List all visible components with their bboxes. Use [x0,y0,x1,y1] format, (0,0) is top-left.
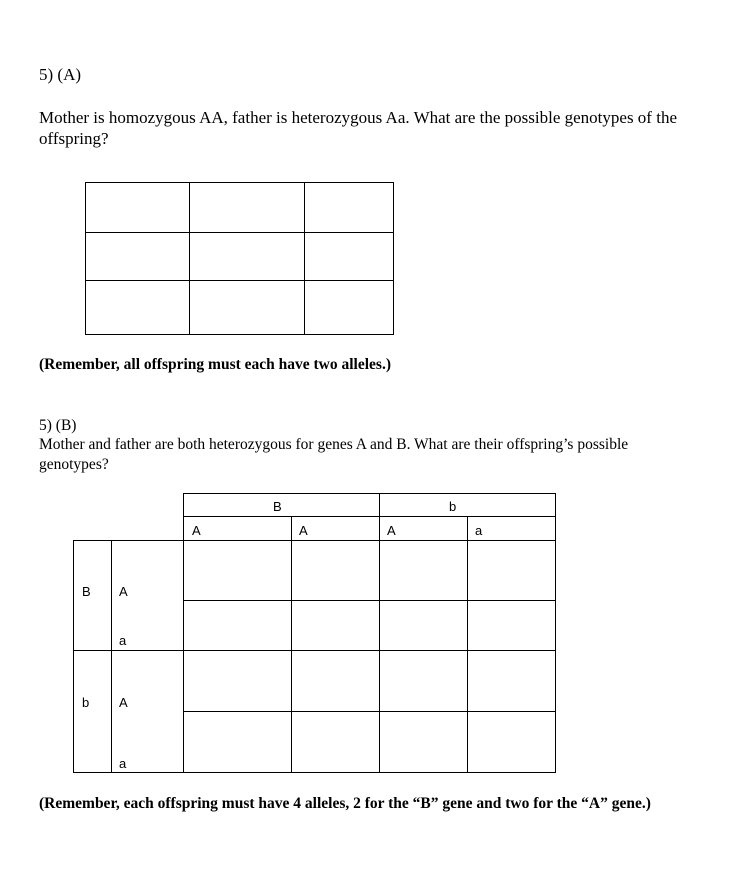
row-allele-label: A [119,584,128,599]
row-gene-label: B [82,584,91,599]
col-allele-label: A [299,523,308,538]
part-b-note: (Remember, each offspring must have 4 alleles, 2 for the “B” gene and two for the “A” gene.) [39,795,651,812]
col-allele-label: a [475,523,483,538]
row-allele-label: a [119,633,127,648]
row-gene-label: b [82,695,90,710]
part-a-label: 5) (A) [39,65,82,84]
col-gene-label: B [273,499,282,514]
part-b-question-line2: genotypes? [39,456,109,473]
col-allele-label: A [387,523,396,538]
col-allele-label: A [192,523,201,538]
row-allele-label: A [119,695,128,710]
part-a-question-line2: offspring? [39,129,109,148]
col-gene-label: b [449,499,457,514]
part-a-note: (Remember, all offspring must each have two alleles.) [39,356,391,373]
part-b-question-line1: Mother and father are both heterozygous for genes A and B. What are their offspring’s possible [39,436,629,453]
part-b-label: 5) (B) [39,417,77,434]
part-a-question-line1: Mother is homozygous AA, father is heterozygous Aa. What are the possible genotypes of the [39,108,677,127]
row-allele-label: a [119,756,127,771]
